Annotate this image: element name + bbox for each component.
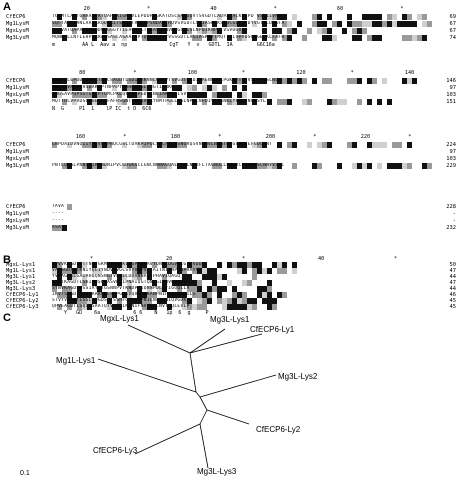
consensus-line: m AA L Aav a np CgT Y v GDTL IA G6C16a <box>52 42 275 48</box>
sequence-end-position: - <box>452 211 456 217</box>
alignment-row <box>0 156 462 162</box>
sequence-name: Mg3LysM <box>6 99 29 105</box>
sequence-text: YVRAGDSLGAIAHQQNSNGTVPVECDDANNAVTPHAVIQAGQ <box>52 274 181 279</box>
sequence-name: CfECP6 <box>6 14 26 20</box>
sequence-name: Mg1LysM <box>6 85 29 91</box>
sequence-text: SYNVKAGDSVGSIAYQTGSNNPVTKNDPTIQNNPDLIYIGQQLLA <box>52 286 190 291</box>
position-ruler <box>52 70 432 76</box>
sequence-end-position: 44 <box>449 286 456 292</box>
sequence-track <box>52 225 432 231</box>
branch-center-a <box>190 353 196 392</box>
sequence-text: STVTKAGDTLSKIYQSLNASVDGIPNAIQGTQNPGIVQVGQNIL <box>52 280 187 285</box>
alignment-row <box>0 99 462 105</box>
alignment-row <box>0 28 462 34</box>
alignment-row <box>0 142 462 148</box>
ruler-tick: * <box>147 6 151 12</box>
sequence-name: CfECP6-Ly2 <box>6 298 39 304</box>
sequence-end-position: 146 <box>446 78 456 84</box>
sequence-end-position: 224 <box>446 142 456 148</box>
sequence-name: MgxLysM <box>6 156 29 162</box>
ruler-tick: 60 <box>337 6 344 12</box>
branch-mgxl-lys1 <box>128 325 190 353</box>
alignment-row <box>0 211 462 217</box>
alignment-row <box>0 149 462 155</box>
alignment-row <box>0 14 462 20</box>
panel-label-a: A <box>3 1 11 13</box>
ruler-tick: 200 <box>265 134 276 140</box>
sequence-track <box>52 14 432 20</box>
alignment-row <box>0 85 462 91</box>
sequence-track <box>52 35 432 41</box>
sequence-end-position: 45 <box>449 298 456 304</box>
ruler-tick: * <box>90 256 94 262</box>
sequence-end-position: 69 <box>449 14 456 20</box>
alignment-row <box>0 225 462 231</box>
sequence-end-position: 151 <box>446 99 456 105</box>
panel-label-c: C <box>3 312 11 324</box>
sequence-name: Mg1L-Lys1 <box>6 268 36 274</box>
sequence-end-position: 44 <box>449 274 456 280</box>
sequence-name: Mg3LysM <box>6 163 29 169</box>
ruler-tick: * <box>408 134 412 140</box>
sequence-text: MQTTRLVPVDSGVGEVKLFAFRSGNTLDQIAAKYNMTPGELKSLNPGLNPDIVTAGNKLYFSSVNGCSYL <box>52 99 267 104</box>
alignment-panel-b <box>0 256 462 314</box>
branch-cfecp6-ly2 <box>207 410 249 424</box>
sequence-name: Mg3L-Lys3 <box>6 286 36 292</box>
sequence-track <box>52 21 432 27</box>
ruler-tick: 20 <box>83 6 90 12</box>
position-ruler <box>52 6 432 12</box>
sequence-text <box>52 149 432 155</box>
sequence-track <box>52 78 432 84</box>
sequence-end-position: 47 <box>449 268 456 274</box>
ruler-tick: * <box>273 6 277 12</box>
sequence-name: Mg1LysM <box>6 149 29 155</box>
ruler-tick: 220 <box>360 134 371 140</box>
panel-label-b: B <box>3 254 11 266</box>
sequence-end-position: 46 <box>449 292 456 298</box>
sequence-text <box>52 156 432 162</box>
sequence-end-position: 47 <box>449 280 456 286</box>
alignment-row <box>0 35 462 41</box>
ruler-tick: 140 <box>404 70 415 76</box>
sequence-track <box>52 99 432 105</box>
sequence-track <box>52 204 432 210</box>
sequence-text: TGSMTLAATQAAAAVATQAPVKIGNPVLEPDDPDGKATDSCSANSQVTSVGDTLADPARACKKEPD VSCIIVNV <box>52 14 282 19</box>
sequence-name: CfECP6 <box>6 204 26 210</box>
branch-mg1l-lys1 <box>98 359 196 392</box>
branch-mg3l-lys3 <box>200 424 208 468</box>
sequence-name: MgxLysM <box>6 218 29 224</box>
sequence-end-position: 229 <box>446 163 456 169</box>
sequence-end-position: - <box>452 218 456 224</box>
ruler-tick: * <box>394 256 398 262</box>
sequence-end-position: 232 <box>446 225 456 231</box>
sequence-name: CfECP6 <box>6 78 26 84</box>
sequence-end-position: 228 <box>446 204 456 210</box>
sequence-text: IKVTSVGDTLKDIAAKKKESCPGNKVQVAVDKANPNIHAGLLHQILS <box>52 292 196 297</box>
ruler-tick: 20 <box>166 256 173 262</box>
tree-label-mg3l-lys1: Mg3L-Lys1 <box>210 315 250 324</box>
sequence-end-position: 97 <box>449 85 456 91</box>
branch-center-b <box>196 392 200 397</box>
ruler-tick: 40 <box>318 256 325 262</box>
ruler-tick: * <box>242 256 246 262</box>
sequence-track <box>52 149 432 155</box>
sequence-name: Mg1LysM <box>6 21 29 27</box>
sequence-name: CfECP6 <box>6 142 26 148</box>
sequence-track <box>52 156 432 162</box>
alignment-row <box>0 204 462 210</box>
ruler-tick: * <box>123 134 127 140</box>
sequence-end-position: 45 <box>449 304 456 310</box>
sequence-text: ENPDAIDVNQIIYPEVCRPNQCGSCTDAKPIPQLSACFQLASNQRQSVNSNVLNVATDKGVDLLEFGDCNNT <box>52 142 273 147</box>
sequence-text: STVYVSGDTLSSLNQGDSLTSSNFCYTVNPNILNAIHNIQVGDKLK <box>52 298 193 303</box>
sequence-track <box>52 92 432 98</box>
sequence-end-position: 103 <box>446 92 456 98</box>
alignment-row <box>0 163 462 169</box>
phylogenetic-tree <box>0 312 462 477</box>
ruler-tick: * <box>400 6 404 12</box>
tree-label-cfecp6-ly1: CfECP6-Ly1 <box>250 325 295 334</box>
sequence-name: MgxL-Lys1 <box>6 262 36 268</box>
sequence-end-position: 67 <box>449 21 456 27</box>
sequence-text: ASA- <box>52 225 65 230</box>
sequence-end-position: 74 <box>449 35 456 41</box>
sequence-text: TAVA <box>52 204 65 209</box>
position-ruler <box>52 134 432 140</box>
ruler-tick: 80 <box>79 70 86 76</box>
sequence-end-position: 67 <box>449 28 456 34</box>
consensus-line: N G P1 1 lP IC t D 6C6 <box>52 106 152 112</box>
alignment-row <box>0 218 462 224</box>
tree-label-mgxl-lys1: MgxL-Lys1 <box>100 314 139 323</box>
ruler-tick: 120 <box>296 70 306 76</box>
sequence-name: MgxLysM <box>6 28 29 34</box>
ruler-tick: 180 <box>170 134 181 140</box>
sequence-end-position: 103 <box>446 156 456 162</box>
sequence-name: MgxLysM <box>6 92 29 98</box>
sequence-text: ---- <box>52 211 65 216</box>
branch-center-d <box>200 410 207 424</box>
sequence-text: IGNPVLEPDDPDGKATDSCSAGDTLSDIAKKNNLGSEVTSVGDTLKDIPAENNGSCPGKNYTVYVSGTYSSLNQ <box>52 78 279 83</box>
ruler-tick: * <box>133 70 137 76</box>
tree-label-cfecp6-ly3: CfECP6-Ly3 <box>93 446 138 455</box>
branch-cfecp6-ly1 <box>190 334 262 353</box>
sequence-text: IPVVKKGDTLTTNVYGKMDIYKKKVASPCDPAVYQNKIDGVWIGTPVDDL <box>52 262 205 267</box>
sequence-name: Mg3LysM <box>6 225 29 231</box>
sequence-track <box>52 142 432 148</box>
sequence-track <box>52 218 432 224</box>
sequence-name: CfECP6-Ly3 <box>6 304 39 310</box>
sequence-text: QPVEAGDTLSQIASAATQTVSALINPNIFNVASGLNVTAQLEVLP <box>52 304 190 309</box>
alignment-row <box>0 21 462 27</box>
ruler-tick: * <box>313 134 317 140</box>
alignment-row <box>0 78 462 84</box>
alignment-row <box>0 92 462 98</box>
sequence-name: Mg3L-Lys2 <box>6 280 36 286</box>
sequence-text: DEAVATQAPAADARQDNRGGGYTIEAGDTLTDIASQHNVDLGCVLSLNPDIKNPDIVSVDGVLY <box>52 28 248 33</box>
tree-label-mg3l-lys2: Mg3L-Lys2 <box>278 372 318 381</box>
sequence-text: QNLSAVAPPFHSDAKDPTNPAPYDAHDIQGLDNGTISRKG <box>52 85 175 90</box>
sequence-track <box>52 211 432 217</box>
consensus-line: Y GD 6a 6 6 N 1p 6 g P <box>52 310 209 316</box>
sequence-name: Mg3L-Lys1 <box>6 274 36 280</box>
ruler-tick: 40 <box>210 6 217 12</box>
sequence-name: Mg3LysM <box>6 35 29 41</box>
branch-center-c <box>200 397 207 410</box>
tree-label-mg3l-lys3: Mg3L-Lys3 <box>197 467 237 476</box>
ruler-tick: * <box>242 70 246 76</box>
branch-mg3l-lys2 <box>200 375 276 397</box>
ruler-tick: 100 <box>187 70 198 76</box>
sequence-end-position: 97 <box>449 149 456 155</box>
sequence-text: SQFTAPAVANLAAVARQDARITSSVSTRCLSPSNDAETRQVSVGDTLSSIASKFKSEDCSITNYDYVGTVCDIGFA <box>52 21 285 26</box>
branch-cfecp6-ly3 <box>135 424 200 454</box>
scale-bar-label: 0.1 <box>20 470 30 477</box>
sequence-text: DNGSAVPQPSGTGTTPTGMCPKLQYTVRPGDTLNEIAKKYNISV <box>52 92 187 97</box>
tree-label-mg1l-lys1: Mg1L-Lys1 <box>56 356 96 365</box>
sequence-text: VARSGDTLTKNIYQEIYNDVNVGCSVYVNPVAIAITNIANPDNPRAYVT <box>52 268 202 273</box>
ruler-tick: 160 <box>75 134 86 140</box>
tree-label-cfecp6-ly2: CfECP6-Ly2 <box>256 425 301 434</box>
sequence-name: CfECP6-Ly1 <box>6 292 39 298</box>
sequence-end-position: 50 <box>449 262 456 268</box>
sequence-track <box>52 85 432 91</box>
sequence-text: ---- <box>52 218 65 223</box>
ruler-tick: * <box>218 134 222 140</box>
sequence-text: PNTLQKGLPNNQVIRPNDNIPVCGDGKGCLGNCNNNAGQAELTQLNPDFLTAGNQLLPNLDCPVQSSSCNNVVSSC <box>52 163 285 168</box>
sequence-track <box>52 28 432 34</box>
sequence-track <box>52 163 432 169</box>
branch-mg3l-lys1 <box>190 329 225 353</box>
ruler-tick: * <box>350 70 354 76</box>
sequence-text: MQNPTLLNTLEHPTRRAQSASCASAAPQPTQTCTGTVYVSSGDTLAGIASKNYTMQTTRLVPVDSGVGEVKLFAFR <box>52 35 285 40</box>
sequence-name: Mg1LysM <box>6 211 29 217</box>
